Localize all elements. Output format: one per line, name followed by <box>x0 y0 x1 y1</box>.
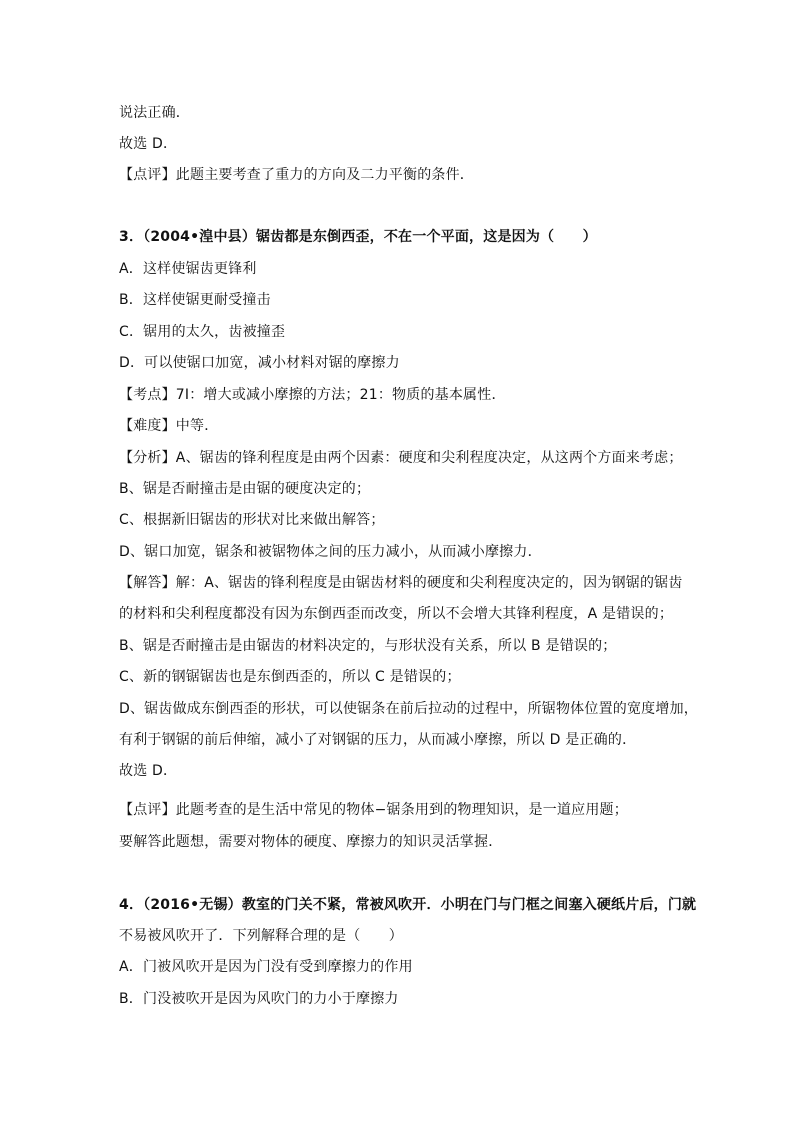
question-3-analysis-line-3: C、根据新旧锯齿的形状对比来做出解答； <box>119 512 385 528</box>
question-4-option-a: A．门被风吹开是因为门没有受到摩擦力的作用 <box>119 959 413 975</box>
question-3-answer-choice: 故选 D． <box>119 763 178 779</box>
question-3-solution-line-5: D、锯齿做成东倒西歪的形状，可以使锯条在前后拉动的过程中，所锯物体位置的宽度增加， <box>119 701 698 717</box>
question-3-analysis-line-4: D、锯口加宽，锯条和被锯物体之间的压力减小，从而减小摩擦力． <box>119 544 542 560</box>
question-3-analysis-line-1: 【分析】A、锯齿的锋利程度是由两个因素：硬度和尖利程度决定，从这两个方面来考虑； <box>119 450 683 466</box>
question-3-comment-line-2: 要解答此题想，需要对物体的硬度、摩擦力的知识灵活掌握． <box>119 834 503 850</box>
question-3-option-b: B．这样使锯更耐受撞击 <box>119 292 271 308</box>
question-4-option-b: B．门没被吹开是因为风吹门的力小于摩擦力 <box>119 991 399 1007</box>
question-3-comment-line-1: 【点评】此题考查的是生活中常见的物体−锯条用到的物理知识，是一道应用题； <box>119 802 628 818</box>
question-3-solution-line-1: 【解答】解：A、锯齿的锋利程度是由锯齿材料的硬度和尖利程度决定的，因为钢锯的锯齿 <box>119 575 683 591</box>
question-3-analysis-line-2: B、锯是否耐撞击是由锯的硬度决定的； <box>119 481 371 497</box>
question-3-difficulty: 【难度】中等． <box>119 418 219 434</box>
question-3-solution-line-2: 的材料和尖利程度都没有因为东倒西歪而改变，所以不会增大其锋利程度，A 是错误的； <box>119 606 674 622</box>
prev-comment: 【点评】此题主要考查了重力的方向及二力平衡的条件． <box>119 167 474 183</box>
question-3-knowledge-point: 【考点】7I：增大或减小摩擦的方法；21：物质的基本属性． <box>119 387 506 403</box>
question-3-solution-line-3: B、锯是否耐撞击是由锯齿的材料决定的，与形状没有关系，所以 B 是错误的； <box>119 638 617 654</box>
question-3-solution-line-4: C、新的钢锯锯齿也是东倒西歪的，所以 C 是错误的； <box>119 669 461 685</box>
question-3-stem: 3．（2004•湟中县）锯齿都是东倒西歪，不在一个平面，这是因为（ ） <box>119 229 597 245</box>
question-3-option-c: C．锯用的太久，齿被撞歪 <box>119 324 286 340</box>
question-4-stem-line-2: 不易被风吹开了．下列解释合理的是（ ） <box>119 928 403 944</box>
question-3-solution-line-6: 有利于钢锯的前后伸缩，减小了对钢锯的压力，从而减小摩擦，所以 D 是正确的． <box>119 732 637 748</box>
question-3-option-d: D．可以使锯口加宽，减小材料对锯的摩擦力 <box>119 355 400 371</box>
question-4-stem-line-1: 4．（2016•无锡）教室的门关不紧，常被风吹开．小明在门与门框之间塞入硬纸片后，门就 <box>119 897 697 913</box>
question-3-option-a: A．这样使锯齿更锋利 <box>119 261 257 277</box>
prev-answer-tail: 说法正确． <box>119 105 190 121</box>
prev-answer-choice: 故选 D． <box>119 136 178 152</box>
